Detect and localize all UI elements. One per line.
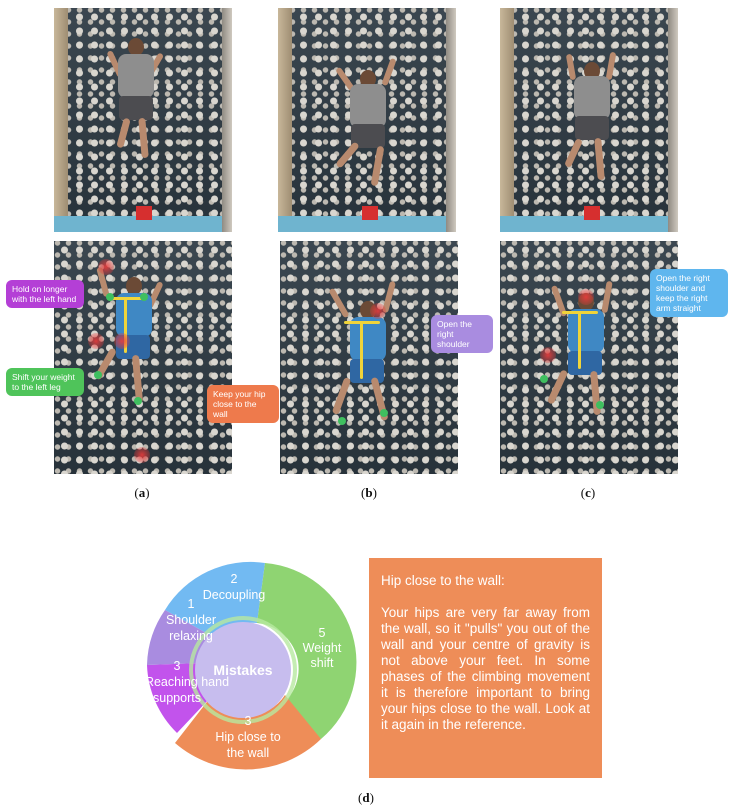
segment-label: supports <box>153 691 201 705</box>
segment-label: Hip close to <box>215 730 281 744</box>
skeleton-line <box>110 297 144 300</box>
skeleton-line <box>578 311 581 369</box>
red-start-block <box>584 206 600 220</box>
photo-a-annotated <box>54 241 232 474</box>
donut-center-label: Mistakes <box>213 662 273 678</box>
photo-c-original <box>500 8 678 232</box>
segment-label-count: 1 <box>187 597 195 611</box>
segment-label-count: 3 <box>244 714 252 728</box>
joint-marker <box>338 417 346 425</box>
photo-b-annotated <box>280 241 458 474</box>
segment-label: relaxing <box>169 629 213 643</box>
error-highlight <box>88 333 104 349</box>
joint-marker <box>94 371 102 379</box>
error-highlight <box>134 447 150 463</box>
feedback-bubble-weight-shift: Shift your weight to the left leg <box>6 368 84 396</box>
feedback-bubble-right-arm: Open the right shoulder and keep the right arm straight <box>650 269 728 317</box>
error-highlight <box>370 303 386 319</box>
red-start-block <box>362 206 378 220</box>
segment-label: Shoulder <box>165 613 217 627</box>
info-body: Your hips are very far away from the wall, so it "pulls" you out of the wall and your centre of gravity is not above your feet. In some phases of the climbing movement it is therefore important to bring your hips close to the wall. Look at it again in the reference. <box>381 605 590 732</box>
joint-marker <box>134 397 142 405</box>
joint-marker <box>596 401 604 409</box>
error-highlight <box>98 259 114 275</box>
info-title: Hip close to the wall: <box>381 573 505 588</box>
caption-a: (a) <box>134 485 150 500</box>
caption-c: (c) <box>580 485 596 500</box>
skeleton-line <box>360 321 363 379</box>
segment-label: Decoupling <box>202 588 266 602</box>
caption-d: (d) <box>358 790 374 805</box>
segment-label: shift <box>310 656 334 670</box>
caption-b: (b) <box>361 485 377 500</box>
segment-label-count: 2 <box>230 572 238 586</box>
feedback-bubble-right-shoulder: Open the right shoulder <box>431 315 493 353</box>
feedback-bubble-hip: Keep your hip close to the wall <box>207 385 279 423</box>
error-highlight <box>540 347 556 363</box>
joint-marker <box>540 375 548 383</box>
skeleton-line <box>344 321 380 324</box>
segment-label: Reaching hand <box>144 675 230 689</box>
joint-marker <box>380 409 388 417</box>
joint-marker <box>106 293 114 301</box>
info-panel <box>369 558 602 778</box>
joint-marker <box>140 293 148 301</box>
photo-b-original <box>278 8 456 232</box>
red-start-block <box>136 206 152 220</box>
feedback-bubble-left-hand: Hold on longer with the left hand <box>6 280 84 308</box>
segment-label: the wall <box>226 746 270 760</box>
mistakes-donut-chart <box>125 555 365 795</box>
photo-a-original <box>54 8 232 232</box>
error-highlight <box>114 333 130 349</box>
segment-label-count: 5 <box>318 626 326 640</box>
skeleton-line <box>562 311 598 314</box>
segment-label-count: 3 <box>173 659 181 673</box>
error-highlight <box>578 289 594 305</box>
segment-label: Weight <box>302 641 342 655</box>
